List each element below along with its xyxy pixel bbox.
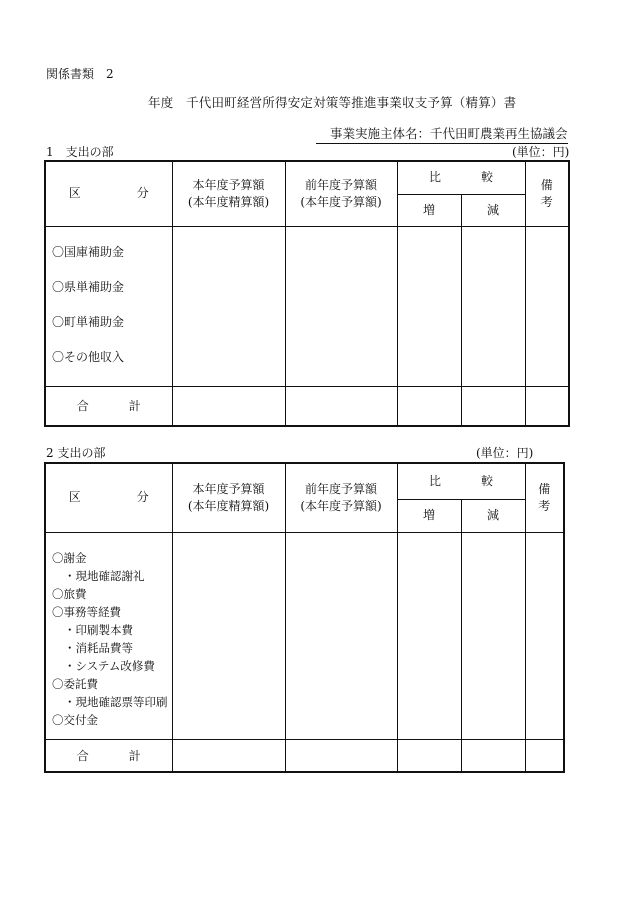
header-current-year-line1: 本年度予算額	[192, 481, 265, 496]
header-increase: 増	[397, 499, 461, 532]
decrease-cell[interactable]	[461, 226, 525, 386]
header-previous-year	[285, 463, 397, 532]
section2-title: 2 支出の部	[46, 446, 106, 460]
total-current-cell[interactable]	[172, 739, 285, 772]
list-subitem: ・印刷製本費	[64, 622, 133, 637]
header-current-year	[172, 463, 285, 532]
header-category: 区 分	[45, 463, 172, 532]
list-item: 〇謝金	[52, 550, 87, 565]
header-decrease: 減	[461, 194, 525, 226]
header-increase: 増	[397, 194, 461, 226]
total-increase-cell[interactable]	[397, 386, 461, 426]
header-remarks: 備 考	[525, 161, 569, 226]
increase-cell[interactable]	[397, 532, 461, 739]
header-decrease: 減	[461, 499, 525, 532]
previous-year-cell[interactable]	[285, 532, 397, 739]
header-remarks: 備 考	[525, 463, 564, 532]
list-item: 〇委託費	[52, 676, 98, 691]
total-increase-cell[interactable]	[397, 739, 461, 772]
list-item: 〇その他収入	[52, 349, 125, 364]
total-label: 合 計	[45, 386, 172, 426]
header-previous-year-line1: 前年度予算額	[304, 481, 377, 496]
list-item: 〇事務等経費	[52, 604, 121, 619]
list-subitem: ・現地確認票等印刷	[64, 694, 168, 709]
total-previous-cell[interactable]	[285, 386, 397, 426]
document-title: 年度 千代田町経営所得安定対策等推進事業収支予算（精算）書	[148, 95, 517, 110]
list-item: 〇県単補助金	[52, 279, 125, 294]
list-subitem: ・現地確認謝礼	[64, 568, 145, 583]
header-current-year-line1: 本年度予算額	[192, 177, 265, 192]
section1-title: 1 支出の部	[46, 145, 114, 159]
document-label: 関係書類 2	[46, 67, 114, 81]
section1-unit: (単位：円)	[512, 145, 570, 159]
total-decrease-cell[interactable]	[461, 739, 525, 772]
total-remarks-cell[interactable]	[525, 386, 569, 426]
section1-table	[44, 160, 593, 427]
list-item: 〇町単補助金	[52, 314, 125, 329]
total-label: 合 計	[45, 739, 172, 772]
total-previous-cell[interactable]	[285, 739, 397, 772]
header-comparison: 比 較	[397, 161, 525, 194]
header-current-year	[172, 161, 285, 226]
list-item: 〇交付金	[52, 712, 98, 727]
total-current-cell[interactable]	[172, 386, 285, 426]
section2-table	[44, 462, 583, 773]
header-current-year-line2: (本年度精算額)	[187, 194, 270, 209]
total-decrease-cell[interactable]	[461, 386, 525, 426]
current-year-cell[interactable]	[172, 532, 285, 739]
increase-cell[interactable]	[397, 226, 461, 386]
header-current-year-line2: (本年度精算額)	[187, 498, 270, 513]
section2-unit: (単位：円)	[476, 446, 534, 460]
remarks-cell[interactable]	[525, 226, 569, 386]
list-item: 〇国庫補助金	[52, 244, 125, 259]
previous-year-cell[interactable]	[285, 226, 397, 386]
current-year-cell[interactable]	[172, 226, 285, 386]
header-previous-year-line2: (本年度予算額)	[300, 194, 382, 209]
list-subitem: ・システム改修費	[64, 658, 155, 673]
header-previous-year	[285, 161, 397, 226]
implementing-entity: 事業実施主体名：千代田町農業再生協議会	[316, 124, 568, 144]
total-remarks-cell[interactable]	[525, 739, 564, 772]
list-subitem: ・消耗品費等	[64, 640, 133, 655]
list-item: 〇旅費	[52, 586, 87, 601]
income-items	[45, 226, 172, 386]
header-previous-year-line1: 前年度予算額	[304, 177, 377, 192]
header-category: 区 分	[45, 161, 172, 226]
remarks-cell[interactable]	[525, 532, 564, 739]
expense-items	[45, 532, 172, 739]
decrease-cell[interactable]	[461, 532, 525, 739]
header-comparison: 比 較	[397, 463, 525, 499]
header-previous-year-line2: (本年度予算額)	[300, 498, 382, 513]
